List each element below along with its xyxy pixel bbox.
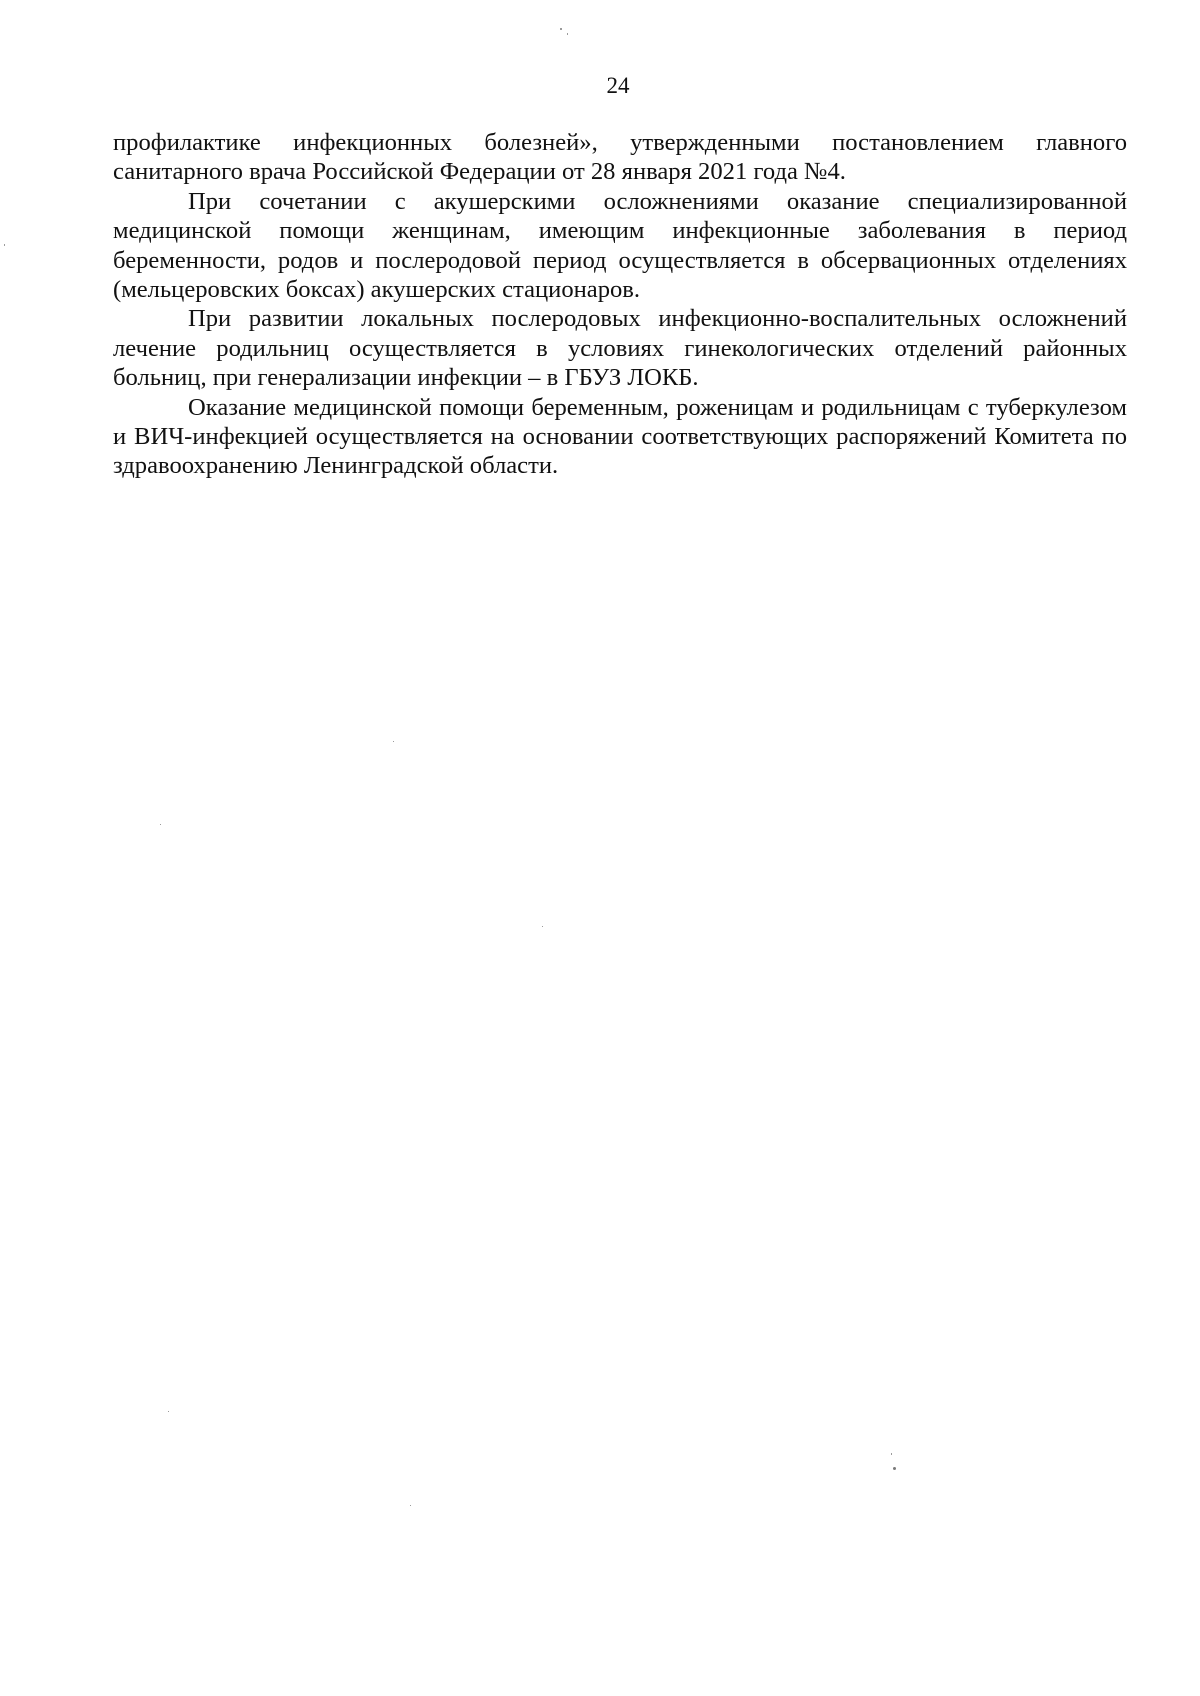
scan-speck	[542, 926, 543, 927]
scan-speck	[560, 28, 562, 30]
scan-speck	[168, 1411, 169, 1412]
scan-speck	[893, 1467, 896, 1470]
scan-speck	[4, 244, 5, 246]
page-number: 24	[606, 73, 630, 98]
document-body	[113, 128, 1127, 481]
scan-speck	[393, 741, 394, 742]
scan-speck	[567, 33, 568, 35]
scan-speck	[410, 1505, 411, 1506]
paragraph-postpartum-infections: При развитии локальных послеродовых инфекционно-воспалительных осложнений лечение родильниц осуществляется в условиях гинекологических отделений районных больниц, при генерализации инфекции – в ГБУЗ ЛОКБ.	[113, 305, 1127, 392]
scan-speck	[160, 824, 161, 825]
paragraph-obstetric-complications: При сочетании с акушерскими осложнениями оказание специализированной медицинской помощи женщинам, имеющим инфекционные заболевания в период беременности, родов и послеродовой период осуществляется в обсервационных отделениях (мельцеровских боксах) акушерских стационаров.	[113, 187, 1127, 304]
paragraph-continuation: профилактике инфекционных болезней», утвержденными постановлением главного санитарного врача Российской Федерации от 28 января 2021 года №4.	[113, 129, 1127, 186]
paragraph-tuberculosis-hiv: Оказание медицинской помощи беременным, роженицам и родильницам с туберкулезом и ВИЧ-инфекцией осуществляется на основании соответствующих распоряжений Комитета по здравоохранению Ленинградской области.	[113, 393, 1127, 480]
scan-speck	[891, 1453, 892, 1455]
